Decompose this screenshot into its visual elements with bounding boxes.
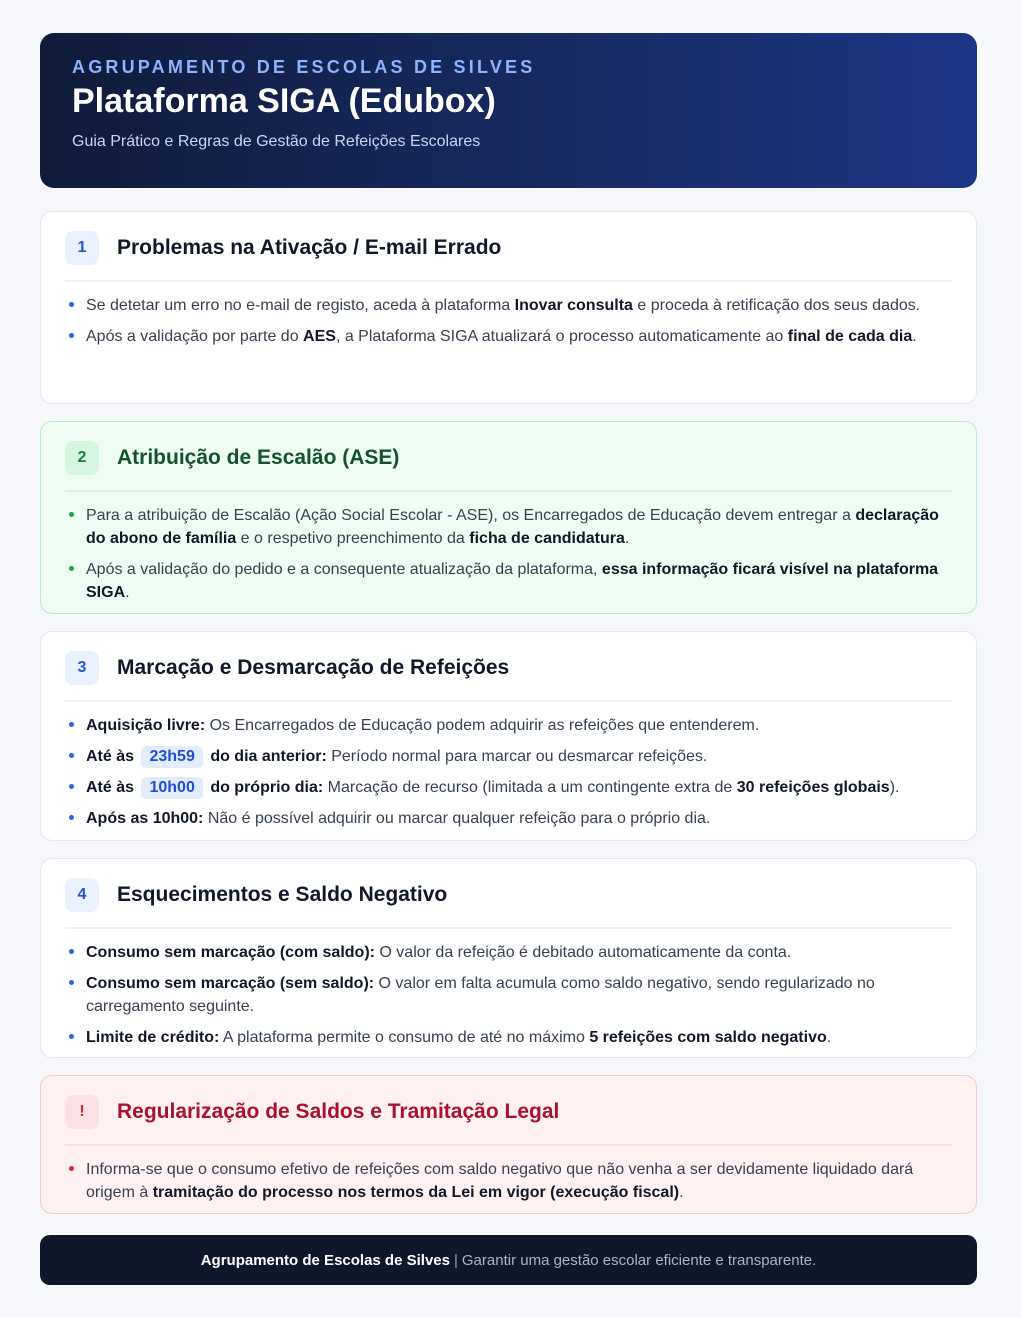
list-item: Após a validação por parte do AES, a Plataforma SIGA atualizará o processo automaticamente ao final de cada dia. bbox=[65, 325, 952, 348]
section-number-badge: 1 bbox=[65, 231, 99, 265]
section-title: Atribuição de Escalão (ASE) bbox=[117, 446, 400, 469]
section-number-badge: 4 bbox=[65, 878, 99, 912]
org-name: AGRUPAMENTO DE ESCOLAS DE SILVES bbox=[72, 57, 536, 77]
list-item: Até às 10h00 do próprio dia: Marcação de recurso (limitada a um contingente extra de 30 refeições globais). bbox=[65, 776, 952, 799]
footer-tagline: Garantir uma gestão escolar eficiente e transparente. bbox=[461, 1251, 817, 1269]
section-list bbox=[65, 702, 952, 830]
section-header bbox=[65, 228, 952, 282]
section-header bbox=[65, 648, 952, 702]
section-meal-booking bbox=[40, 631, 977, 841]
section-title: Esquecimentos e Saldo Negativo bbox=[117, 883, 448, 906]
page-subtitle: Guia Prático e Regras de Gestão de Refeições Escolares bbox=[72, 133, 481, 150]
warning-icon: ! bbox=[65, 1095, 99, 1129]
list-item: Até às 23h59 do dia anterior: Período normal para marcar ou desmarcar refeições. bbox=[65, 745, 952, 768]
list-item: Consumo sem marcação (com saldo): O valor da refeição é debitado automaticamente da conta. bbox=[65, 941, 952, 964]
list-item: Para a atribuição de Escalão (Ação Social Escolar - ASE), os Encarregados de Educação devem entregar a declaração do abono de família e o respetivo preenchimento da ficha de candidatura. bbox=[65, 504, 952, 550]
section-number-badge: 2 bbox=[65, 441, 99, 475]
section-header bbox=[65, 1092, 952, 1146]
section-negative-balance bbox=[40, 858, 977, 1058]
section-list bbox=[65, 282, 952, 348]
list-item: Após as 10h00: Não é possível adquirir ou marcar qualquer refeição para o próprio dia. bbox=[65, 807, 952, 830]
page-header bbox=[40, 33, 977, 188]
list-item: Aquisição livre: Os Encarregados de Educação podem adquirir as refeições que entenderem. bbox=[65, 714, 952, 737]
list-item: Se detetar um erro no e-mail de registo, aceda à plataforma Inovar consulta e proceda à retificação dos seus dados. bbox=[65, 294, 952, 317]
list-item: Informa-se que o consumo efetivo de refeições com saldo negativo que não venha a ser devidamente liquidado dará origem à tramitação do processo nos termos da Lei em vigor (execução fiscal). bbox=[65, 1158, 952, 1204]
footer-separator: | bbox=[453, 1251, 458, 1269]
section-list bbox=[65, 492, 952, 604]
section-list bbox=[65, 929, 952, 1049]
section-activation bbox=[40, 211, 977, 404]
page-footer bbox=[40, 1235, 977, 1285]
section-header bbox=[65, 438, 952, 492]
section-title: Problemas na Ativação / E-mail Errado bbox=[117, 236, 502, 259]
section-legal-warning bbox=[40, 1075, 977, 1214]
page-title: Plataforma SIGA (Edubox) bbox=[72, 82, 496, 120]
time-chip: 10h00 bbox=[141, 777, 202, 799]
list-item: Consumo sem marcação (sem saldo): O valor em falta acumula como saldo negativo, sendo regularizado no carregamento seguinte. bbox=[65, 972, 952, 1018]
section-title: Marcação e Desmarcação de Refeições bbox=[117, 656, 510, 679]
list-item: Limite de crédito: A plataforma permite o consumo de até no máximo 5 refeições com saldo negativo. bbox=[65, 1026, 952, 1049]
section-list bbox=[65, 1146, 952, 1204]
section-title: Regularização de Saldos e Tramitação Legal bbox=[117, 1100, 560, 1123]
section-ase bbox=[40, 421, 977, 614]
section-number-badge: 3 bbox=[65, 651, 99, 685]
time-chip: 23h59 bbox=[141, 746, 202, 768]
list-item: Após a validação do pedido e a consequente atualização da plataforma, essa informação ficará visível na plataforma SIGA. bbox=[65, 558, 952, 604]
footer-org: Agrupamento de Escolas de Silves bbox=[200, 1251, 450, 1269]
section-header bbox=[65, 875, 952, 929]
